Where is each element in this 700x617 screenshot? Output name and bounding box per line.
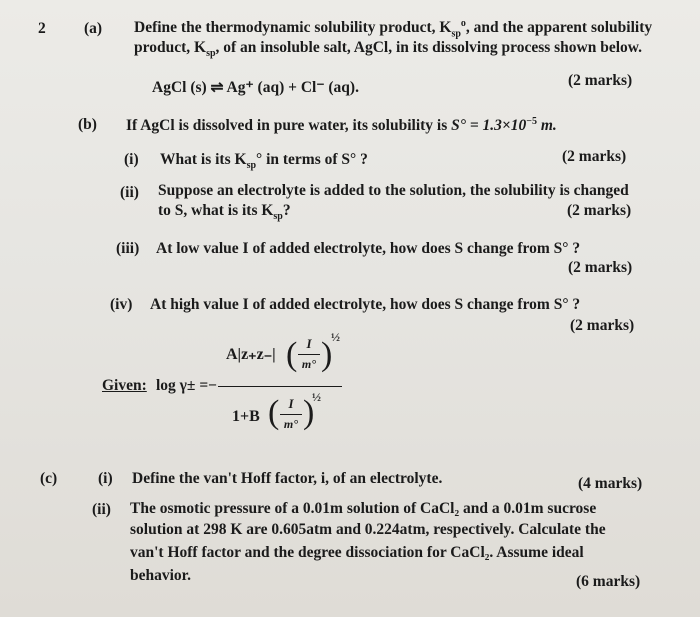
part-b-intro [126, 116, 557, 135]
part-c-ii-label: (ii) [92, 501, 111, 518]
part-b-i-start: What is its K [160, 151, 247, 168]
part-a-line2 [134, 39, 642, 59]
part-b-i-end: ° in terms of S° ? [256, 151, 368, 168]
formula-I-2: I [288, 396, 294, 411]
solubility-exponent: −5 [526, 116, 537, 127]
formula-m-2: m° [283, 417, 299, 431]
part-b-ii-line2-end: ? [282, 202, 291, 219]
part-b-i-text [160, 151, 368, 171]
formula-main-bar [218, 386, 342, 387]
solubility-value: S° = 1.3×10 [451, 117, 527, 135]
ksp-subscript-2: sp [206, 48, 216, 60]
ksp-subscript-3: sp [246, 160, 257, 172]
part-b-intro-text: If AgCl is dissolved in pure water, its solubility is [126, 117, 452, 135]
formula-I-1: I [306, 336, 312, 351]
part-c-ii-marks: (6 marks) [576, 573, 641, 590]
part-b-ii-line2-start: to S, what is its K [158, 202, 274, 219]
part-c-ii-line1: The osmotic pressure of a 0.01m solution of CaCl₂ and a 0.01m sucrose [130, 500, 597, 517]
part-c-i-label: (i) [98, 470, 113, 487]
formula-paren-left-2: ( [268, 394, 280, 431]
part-b-ii-line1: Suppose an electrolyte is added to the solution, the solubility is changed [158, 182, 629, 199]
part-a-label: (a) [84, 20, 103, 37]
part-c-label: (c) [40, 470, 58, 487]
part-c-ii-line2: solution at 298 K are 0.605atm and 0.224atm, respectively. Calculate the [130, 521, 606, 538]
part-b-iv-label: (iv) [110, 296, 133, 313]
part-c-ii-line4: behavior. [130, 567, 192, 584]
part-b-ii-label: (ii) [120, 184, 139, 201]
formula-paren-right-2: ) [303, 394, 315, 431]
part-b-ii-line2 [158, 202, 291, 222]
part-b-i-label: (i) [124, 151, 139, 168]
part-a-marks: (2 marks) [568, 72, 633, 89]
formula-numerator: A|z₊z₋| [226, 346, 276, 363]
part-b-ii-marks: (2 marks) [567, 202, 632, 219]
formula-m-1: m° [301, 357, 317, 371]
dissolution-equation: AgCl (s) ⇌ Ag⁺ (aq) + Cl⁻ (aq). [152, 79, 359, 96]
given-label: Given: [102, 377, 147, 394]
part-b-label: (b) [78, 116, 97, 133]
part-b-iii-text: At low value I of added electrolyte, how does S change from S° ? [156, 240, 581, 257]
formula-fraction-bar-2 [280, 414, 302, 415]
ksp-subscript: sp [451, 28, 461, 40]
formula-denominator: 1+B [232, 408, 260, 425]
part-c-i-text: Define the van't Hoff factor, i, of an electrolyte. [132, 470, 443, 487]
question-number: 2 [38, 20, 46, 37]
solubility-unit: m. [536, 117, 557, 135]
part-a-line2-start: product, K [134, 39, 207, 56]
formula-lhs: log γ± =− [156, 377, 217, 394]
part-c-i-marks: (4 marks) [578, 475, 643, 492]
part-c-ii-line3: van't Hoff factor and the degree dissociation for CaCl₂. Assume ideal [130, 544, 584, 561]
formula-fraction-bar-1 [298, 354, 320, 355]
part-b-iv-marks: (2 marks) [570, 317, 635, 334]
part-b-i-marks: (2 marks) [562, 148, 627, 165]
formula-half-2: ½ [312, 390, 321, 404]
part-b-iii-label: (iii) [116, 240, 140, 257]
part-b-iv-text: At high value I of added electrolyte, how does S change from S° ? [150, 296, 581, 313]
ksp-superscript: o [460, 18, 466, 29]
part-b-iii-marks: (2 marks) [568, 259, 633, 276]
part-a-line1-text: Define the thermodynamic solubility product, K [134, 19, 452, 37]
formula-paren-right-1: ) [321, 336, 333, 373]
formula-half-1: ½ [331, 330, 340, 344]
formula-paren-left-1: ( [286, 336, 298, 373]
part-a-line1-end: , and the apparent solubility [465, 19, 653, 37]
part-a-line2-end: , of an insoluble salt, AgCl, in its dissolving process shown below. [215, 39, 643, 56]
ksp-subscript-4: sp [273, 211, 283, 223]
part-a-line1 [134, 18, 652, 39]
